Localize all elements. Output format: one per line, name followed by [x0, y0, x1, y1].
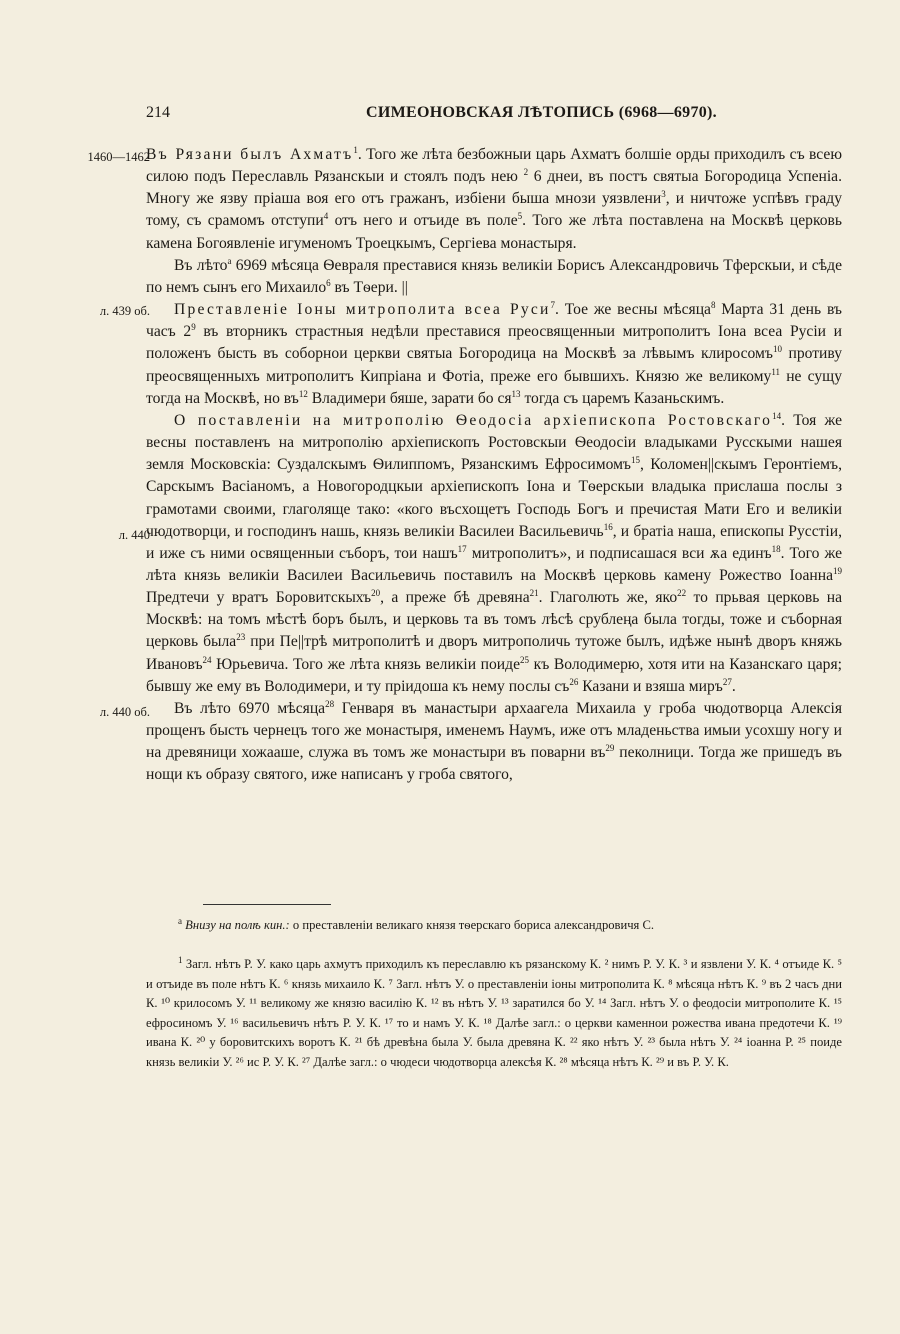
spaced-heading: Въ Рязани былъ Ахматъ: [146, 146, 354, 163]
text-run: Юрьевича. Того же лѣта князь великіи поиде: [211, 655, 521, 673]
text-run: . Того же лѣта князь великіи Василеи Васильевичь поставилъ на Москвѣ церковь камену Рожество Іоанна: [146, 544, 842, 584]
text-run: . Глаголють же, яко: [538, 589, 678, 607]
footnote-ref: 11: [771, 366, 780, 377]
text-run: въ вторникъ страстныя недѣли преставися преосвященныи митрополитъ Іона всеа Русіи и положенъ бысть въ соборнои церкви святыа Богородица на Москвѣ за лѣвымъ клиросомъ: [146, 323, 842, 363]
text-run: .: [731, 677, 736, 695]
text-run: , а преже бѣ древяна: [380, 589, 530, 607]
spaced-heading: Преставленіе Іоны митрополита всеа Руси: [174, 301, 551, 319]
text-run: митрополитъ», и подписашася вси ѫа единъ: [466, 544, 772, 562]
footnote-ref: 14: [772, 410, 782, 421]
text-run: . Тое же весны мѣсяца: [555, 301, 711, 319]
paragraph-iona: [146, 299, 842, 410]
chronicle-text: [146, 144, 842, 787]
footnote-ref: 24: [202, 654, 212, 665]
footnote-ref: 17: [457, 543, 467, 554]
margin-note-leaf-440: л. 440: [118, 528, 150, 542]
paragraph-6970: [146, 698, 842, 787]
text-run: отъ него и отъиде въ поле: [328, 212, 518, 230]
footnote-ref: 26: [569, 676, 579, 687]
apparatus-text: Загл. нѣтъ Р. У. како царь ахмутъ приходилъ къ переславлю къ рязанскому К. ² нимъ Р. У. К. ³ и язвлени У. К. ⁴ отъиде К. ⁵ и отъиде въ поле нѣтъ К. ⁶ князь михаило К. ⁷ Загл. нѣтъ У. о преставленіи іоны митрополита К. ⁸ мѣсяца нѣтъ К. ⁹ въ 2 часъ дни К. ¹⁰ крилосомъ У. ¹¹ великому же князю василію К. ¹² въ нѣтъ У. ¹³ заратился бо У. ¹⁴ Загл. нѣтъ У. о феодосіи митрополите К. ¹⁵ ефросиномъ У. ¹⁶ васильевичъ нѣтъ Р. У. К. ¹⁷ то и намъ У. К. ¹⁸ Далѣе загл.: о церкви каменнои рожества ивана предотечи К. ¹⁹ ивана К. ²⁰ у боровитскихъ воротъ К. ²¹ бѣ древѣна была У. была древяна К. ²² яко нѣтъ У. ²³ была нѣтъ У. ²⁴ іоанна Р. ²⁵ поиде князь великіи У. ²⁶ ис Р. У. К. ²⁷ Далѣе загл.: о чюдеси чюдотворца алексѣя К. ²⁸ мѣсяца нѣтъ К. ²⁹ и въ Р. У. К.: [146, 957, 842, 1069]
text-run: , и братіа наша, епископы Русстіи, и иже съ ними освященныи съборъ, тои нашъ: [146, 522, 843, 562]
footnote-ref: 2: [523, 166, 529, 177]
text-run: . Тоя же весны поставленъ на митрополію архіепископъ Ростовскыи Ѳеодосіи владыками Русскыми нашея земля Московскіа: Суздалскымъ Ѳилиппомъ, Рязанскимъ Ефросимомъ: [146, 411, 842, 474]
footnote-ref: 10: [772, 344, 782, 355]
footnote-ref: 1: [353, 144, 358, 155]
text-run: не сущу тогда на Москвѣ, но въ: [146, 367, 842, 407]
footnote-ref: 16: [603, 521, 613, 532]
page-number: 214: [146, 104, 170, 121]
footnote-ref: 4: [323, 211, 329, 222]
margin-note-leaf-440v: л. 440 об.: [99, 705, 150, 719]
footnote-ref: 28: [325, 698, 335, 709]
text-run: 6 днеи, въ постъ святыа Богородица Успеніа. Многу же язву пріаша воя его отъ гражанъ, избіени быша мнози уязвлени: [146, 168, 842, 208]
text-run: къ Володимерю, хотя ити на Казанскаго царя; бывшу же ему въ Володимери, и ту пріидоша къ нему послы съ: [146, 655, 842, 695]
footnote-ref: 8: [710, 299, 716, 310]
text-run: . Того же лѣта поставлена на Москвѣ церковь камена Богоявленіе игуменомъ Троецкымъ, Сергіева монастыря.: [146, 212, 843, 252]
text-run: тогда съ царемъ Казаньскимъ.: [520, 389, 725, 407]
text-run: 6969 мѣсяца Ѳевраля преставися князь великіи Борисъ Александровичь Тферскыи, и сѣде по немъ сынъ его Михаило: [146, 256, 842, 296]
footnote-ref: 23: [236, 632, 246, 643]
running-title: СИМЕОНОВСКАЯ ЛѢТОПИСЬ (6968—6970).: [366, 104, 717, 121]
text-run: Предтечи у вратъ Боровитскыхъ: [146, 589, 372, 607]
footnote-ref: 29: [605, 743, 615, 754]
text-run: Въ лѣто: [174, 256, 228, 274]
footnote-ref: 18: [771, 543, 781, 554]
footnote-separator: [203, 904, 331, 905]
footnote-ref: 9: [191, 322, 196, 333]
footnote-a: [146, 916, 842, 936]
text-run: при Пе||трѣ митрополитѣ и дворъ митрополичь тутоже былъ, идѣже нынѣ дворъ княжь Ивановъ: [146, 633, 843, 673]
footnote-ref: 25: [520, 654, 530, 665]
footnote-marker: а: [178, 915, 182, 926]
text-run: Владимери бяше, зарати бо ся: [307, 389, 512, 407]
footnote-ref: 6: [326, 277, 331, 288]
critical-apparatus: [146, 955, 842, 1072]
footnote-ref: а: [227, 255, 232, 266]
margin-note-leaf-439v: л. 439 об.: [99, 304, 150, 318]
footnote-ref: 3: [661, 189, 666, 200]
paragraph-ryazan: [146, 144, 842, 255]
text-run: въ Тѳери. ||: [330, 278, 408, 296]
margin-note-years: 1460—1462: [87, 150, 150, 164]
text-run: то прьвая церковь на Москвѣ: на томъ мѣстѣ боръ былъ, и церковь та въ томъ лѣсѣ срублеңа была тогды, тоже и съборная церковь была: [146, 589, 843, 651]
footnote-ref: 7: [550, 299, 556, 310]
footnote-ref: 20: [371, 587, 381, 598]
footnote-ref: 19: [833, 565, 842, 576]
page-header: [146, 104, 846, 128]
footnote-ref: 5: [517, 211, 523, 222]
text-run: Казани и взяша миръ: [578, 677, 723, 695]
text-run: Въ лѣто 6970 мѣсяца: [174, 699, 326, 717]
footnote-ref: 27: [722, 676, 732, 687]
text-run: противу преосвященныхъ митрополитъ Кипріана и Фотіа, преже его бывшихъ. Князю же великому: [146, 345, 843, 385]
text-run: Генваря въ манастыри архаагела Михаила у гроба чюдотворца Алексія прощенъ бысть чернецъ того же монастыря, именемъ Наумъ, иже отъ младеньства имыи усохшу ногу и на древяници хожааше, служа въ томъ же монастыри въ поварни въ: [146, 699, 842, 762]
paragraph-feodosii: [146, 410, 842, 698]
apparatus-first-number: 1: [178, 954, 183, 965]
text-run: . Того же лѣта безбожныи царь Ахматъ болшіе орды приходилъ съ всею силою подъ Переславль Рязанскыи и стоялъ подъ нею: [146, 146, 842, 186]
footnote-ref: 12: [298, 388, 308, 399]
text-run: Марта 31 день въ часъ 2: [146, 301, 842, 341]
footnote-label: Внизу на полѣ кин.:: [185, 918, 290, 932]
paragraph-6969: [146, 255, 842, 299]
text-run: пеколници. Тогда же пришедъ въ нощи къ образу святого, иже написанъ у гроба святого,: [146, 744, 842, 784]
footnote-ref: 22: [677, 587, 687, 598]
footnote-ref: 13: [511, 388, 521, 399]
text-run: , Коломен||скымъ Геронтіемъ, Сарскымъ Васіаномъ, а Новогородцкыи архіепископъ Іона и Тѳерскыи владыка прислаша послы з грамотами своими, глаголяще тако: «кого въсхощетъ Господь Богъ и пречистая Мати Его и великіи чюдотворци, и господинъ нашь, князь великіи Василеи Васильевичь: [146, 456, 842, 540]
text-run: , и ничтоже успѣвъ граду тому, съ срамомъ отступи: [146, 190, 842, 230]
footnote-ref: 21: [529, 587, 539, 598]
footnote-text: о преставленіи великаго князя тѳерскаго бориса александровичя С.: [289, 918, 655, 932]
footnote-ref: 15: [631, 455, 640, 465]
spaced-heading: О поставленіи на митрополію Ѳеодосіа архіепископа Ростовскаго: [174, 411, 773, 429]
